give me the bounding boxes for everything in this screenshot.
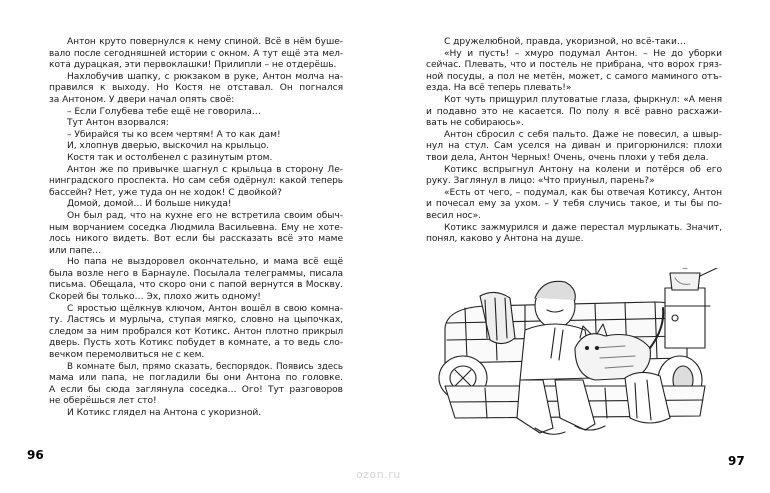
text-line: Антон же по привычке шагнул с крыльца в сторону Ле- bbox=[67, 164, 343, 175]
text-line: В комнате был, прямо сказать, беспорядок. Появись здесь bbox=[67, 361, 343, 372]
text-line: понял, каково у Антона на душе. bbox=[426, 234, 584, 245]
text-line: Кот чуть прищурил плутоватые глаза, фыркнул: «А меня bbox=[444, 94, 722, 105]
text-line: весил нос». bbox=[426, 210, 481, 221]
text-line: Он был рад, что на кухне его не встретила своим обыч- bbox=[67, 210, 343, 221]
paragraph bbox=[49, 130, 343, 142]
text-line: Антон сбросил с себя пальто. Даже не повесил, а швыр- bbox=[444, 129, 722, 140]
text-line: сейчас. Плевать, что и постель не прибрана, что ворох гряз- bbox=[426, 60, 722, 71]
text-line: твои дела, Антон Черных! Очень, очень плохи у тебя дела. bbox=[426, 152, 709, 163]
paragraph bbox=[49, 257, 343, 303]
text-line: мама или папа, не погладили бы они Антона по головке. bbox=[49, 373, 343, 384]
text-line: А если бы сюда заглянула соседка… Ого! Тут разговоров bbox=[49, 384, 343, 395]
text-line: – Убирайся ты ко всем чертям! А то как дам! bbox=[67, 129, 281, 140]
ozon-watermark: ozon.ru bbox=[356, 468, 401, 481]
text-line: езда. На всё теперь плевать!» bbox=[426, 83, 572, 94]
text-line: И, хлопнув дверью, выскочил на крыльцо. bbox=[67, 141, 269, 152]
text-line: и подавно это не касается. По полу я всё равно расхажи- bbox=[426, 106, 722, 117]
text-line: вало после сегодняшней истории с окном. А тут ещё эта мел- bbox=[49, 48, 343, 59]
paragraph bbox=[426, 165, 722, 188]
right-page-text bbox=[426, 37, 722, 246]
paragraph bbox=[49, 362, 343, 408]
text-line: правился к выходу. Но Костя не отставал. Он погнался bbox=[49, 83, 343, 94]
page-number-right: 97 bbox=[728, 454, 745, 468]
text-line: нинградского проспекта. Но сам себя одёрнул: какой теперь bbox=[49, 176, 343, 187]
paragraph bbox=[49, 408, 343, 420]
text-line: не оберёшься лет сто! bbox=[49, 396, 157, 407]
text-line: С дружелюбной, правда, укоризной, но всё-таки… bbox=[444, 37, 686, 47]
text-line: ту. Ластясь и мурлыча, ступая мягко, словно на цыпочках, bbox=[49, 315, 343, 326]
boy-with-cat-on-sofa-icon bbox=[425, 268, 725, 443]
paragraph bbox=[49, 37, 343, 72]
paragraph bbox=[49, 153, 343, 165]
paragraph bbox=[49, 107, 343, 119]
text-line: вечком перемолвиться не с кем. bbox=[49, 350, 205, 361]
text-line: лось никого видеть. Вот если бы рассказать всё это маме bbox=[49, 234, 343, 245]
left-page-text bbox=[49, 37, 343, 420]
text-line: «Ну и пусть! – хмуро подумал Антон. – Не до уборки bbox=[444, 48, 722, 59]
text-line: Костя так и остолбенел с разинутым ртом. bbox=[67, 152, 273, 163]
paragraph bbox=[49, 72, 343, 107]
text-line: Нахлобучив шапку, с рюкзаком в руке, Антон молча на- bbox=[67, 71, 343, 82]
text-line: Скорей бы только… Эх, плохо жить одному! bbox=[49, 292, 261, 303]
paragraph bbox=[426, 188, 722, 223]
paragraph bbox=[49, 141, 343, 153]
paragraph bbox=[426, 37, 722, 49]
text-line: бассейн? Нет, уже туда он не ходок! С двойкой? bbox=[49, 187, 282, 198]
paragraph bbox=[49, 165, 343, 200]
page-number-left: 96 bbox=[27, 448, 44, 462]
text-line: или папе… bbox=[49, 245, 102, 256]
text-line: Но папа не выздоровел окончательно, и мама всё ещё bbox=[67, 257, 343, 268]
text-line: ной посуды, а пол не метён, может, с самого маминого отъ- bbox=[426, 71, 722, 82]
right-page bbox=[385, 0, 770, 493]
paragraph bbox=[49, 211, 343, 257]
paragraph bbox=[49, 199, 343, 211]
paragraph bbox=[426, 223, 722, 246]
text-line: – Если Голубева тебе ещё не говорила… bbox=[67, 106, 261, 117]
paragraph bbox=[426, 95, 722, 130]
text-line: С яростью щёлкнув ключом, Антон вошёл в свою комна- bbox=[67, 303, 343, 314]
text-line: кота дурацкая, эти первоклашки! Прилипли – не отдерёшь. bbox=[49, 60, 337, 71]
paragraph bbox=[426, 130, 722, 165]
text-line: дверь. Пусть хоть Котикс побудет в комнате, а то ведь сло- bbox=[49, 338, 343, 349]
paragraph bbox=[49, 304, 343, 362]
paragraph bbox=[426, 49, 722, 95]
text-line: ным ворчанием соседка Людмила Васильевна. Ему не хоте- bbox=[49, 222, 343, 233]
text-line: письма. Обещала, что скоро они с папой вернутся в Москву. bbox=[49, 280, 343, 291]
text-line: И Котикс глядел на Антона с укоризной. bbox=[67, 408, 262, 418]
text-line: нул на стул. Сам уселся на диван и пригорюнился: плохи bbox=[426, 141, 722, 152]
text-line: и почесал ему за ухом. – У тебя случись такое, и ты бы по- bbox=[426, 199, 722, 210]
text-line: за Антоном. У двери начал опять своё: bbox=[49, 94, 235, 105]
text-line: Домой, домой… И больше никуда! bbox=[67, 199, 232, 210]
paragraph bbox=[49, 118, 343, 130]
text-line: Котикс зажмурился и даже перестал мурлыкать. Значит, bbox=[444, 222, 722, 233]
text-line: «Есть от чего, – подумал, как бы отвечая Котиксу, Антон bbox=[444, 187, 722, 198]
text-line: Котикс вспрыгнул Антону на колени и потёрся об его bbox=[444, 164, 722, 175]
text-line: Антон круто повернулся к нему спиной. Всё в нём буше- bbox=[67, 37, 343, 47]
text-line: руку. Заглянул в лицо: «Что приуныл, парень?» bbox=[426, 176, 655, 187]
text-line: вать не собираюсь». bbox=[426, 118, 524, 129]
text-line: была возле него в Барнауле. Посылала телеграммы, писала bbox=[49, 268, 343, 279]
text-line: Тут Антон взорвался: bbox=[67, 118, 169, 129]
text-line: следом за ним пробрался кот Котикс. Антон плотно прикрыл bbox=[49, 326, 343, 337]
